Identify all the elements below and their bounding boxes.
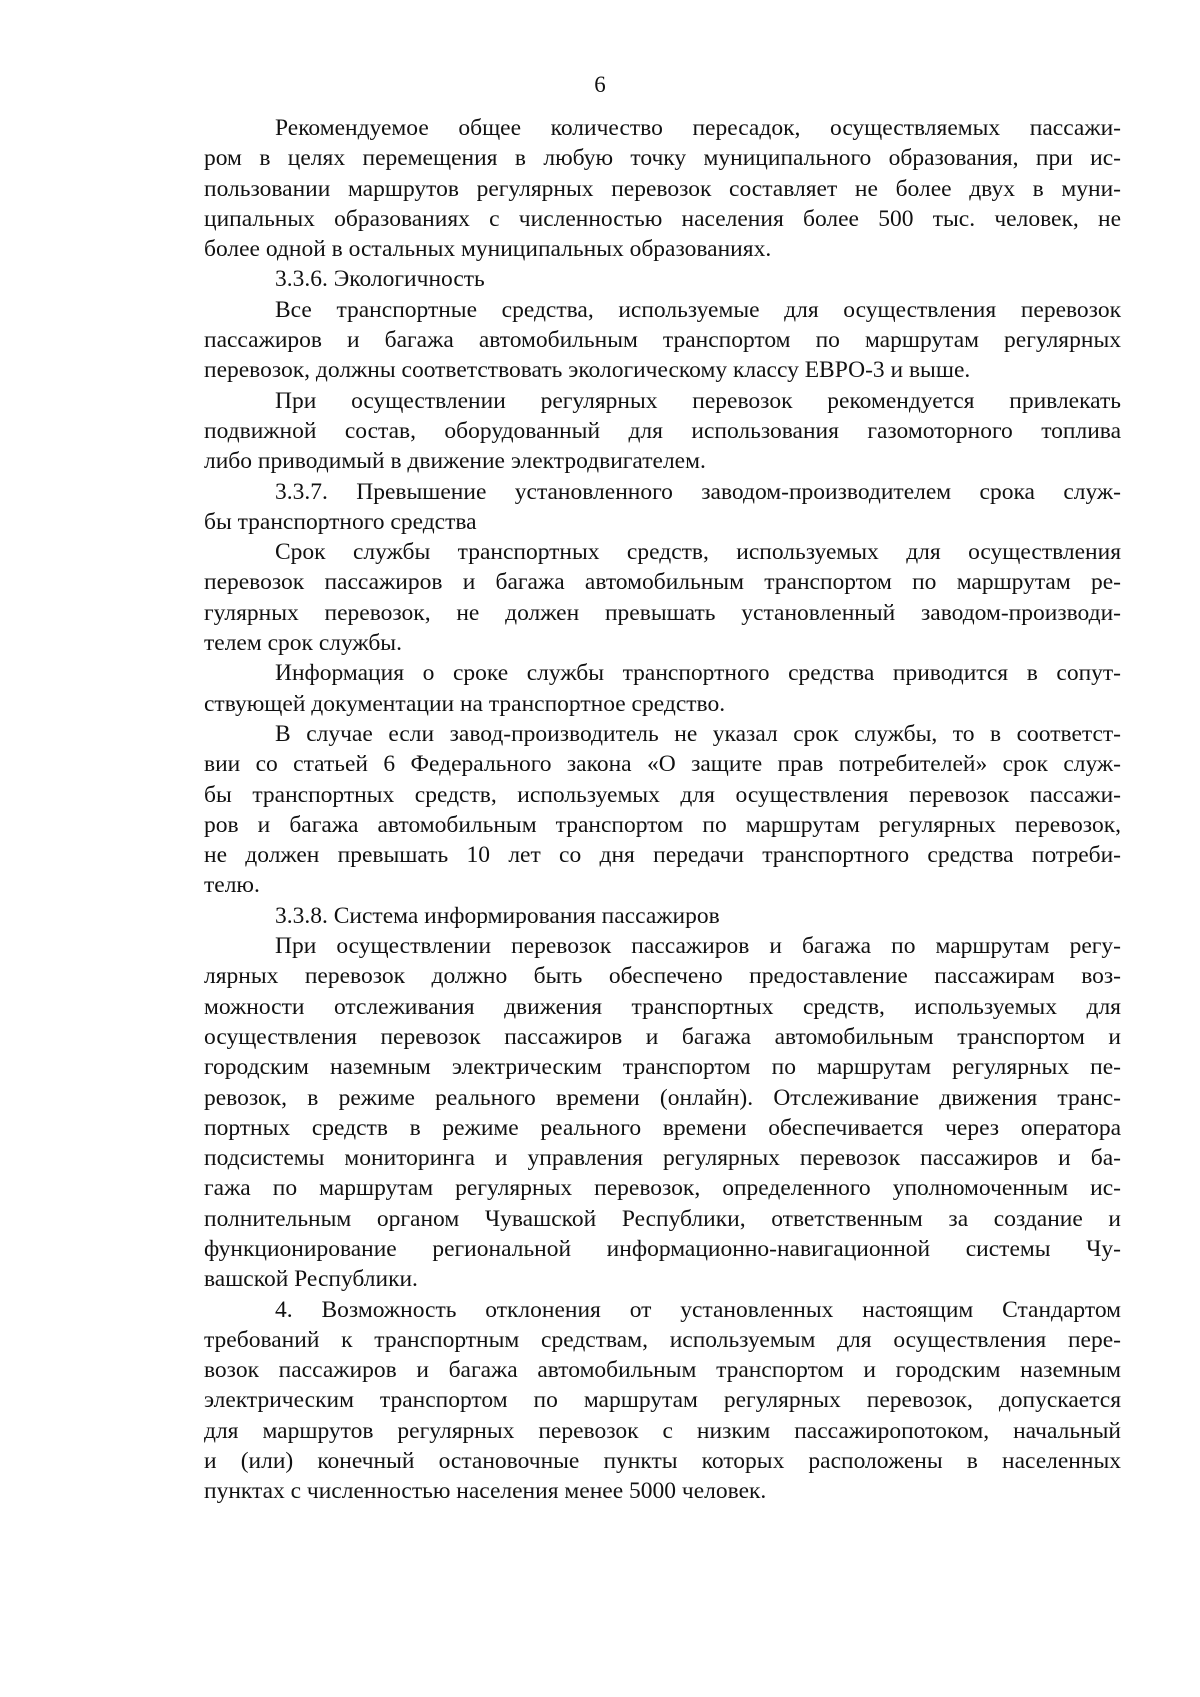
- text-line: 3.3.8. Система информирования пассажиров: [275, 902, 720, 929]
- text-line: городским наземным электрическим транспортом по маршрутам регулярных пе-: [204, 1054, 1121, 1081]
- text-line: либо приводимый в движение электродвигателем.: [204, 448, 706, 475]
- text-line: Информация о сроке службы транспортного средства приводится в сопут-: [275, 660, 1121, 687]
- paragraph: [204, 295, 1121, 386]
- page-number: 6: [594, 72, 606, 97]
- text-line: Все транспортные средства, используемые для осуществления перевозок: [275, 296, 1121, 323]
- text-line: перевозок, должны соответствовать экологическому классу ЕВРО-3 и выше.: [204, 357, 971, 384]
- paragraph: [204, 901, 1121, 931]
- text-line: пользовании маршрутов регулярных перевозок составляет не более двух в муни-: [204, 175, 1121, 202]
- paragraph: [204, 386, 1121, 477]
- document-body: [204, 113, 1121, 1507]
- text-line: бы транспортных средств, используемых для осуществления перевозок пассажи-: [204, 781, 1121, 808]
- paragraph: [204, 658, 1121, 719]
- text-line: бы транспортного средства: [204, 508, 477, 535]
- paragraph: [204, 113, 1121, 264]
- text-line: 4. Возможность отклонения от установленных настоящим Стандартом: [275, 1296, 1121, 1323]
- text-line: 3.3.6. Экологичность: [275, 266, 485, 293]
- text-line: В случае если завод-производитель не указал срок службы, то в соответст-: [275, 720, 1121, 747]
- text-line: вашской Республики.: [204, 1266, 418, 1293]
- text-line: телю.: [204, 872, 260, 899]
- text-line: ревозок, в режиме реального времени (онлайн). Отслеживание движения транс-: [204, 1084, 1121, 1111]
- text-line: Срок службы транспортных средств, используемых для осуществления: [275, 539, 1121, 566]
- text-line: вии со статьей 6 Федерального закона «О защите прав потребителей» срок служ-: [204, 751, 1121, 778]
- paragraph: [204, 264, 1121, 294]
- paragraph: [204, 1295, 1121, 1507]
- paragraph: [204, 477, 1121, 538]
- text-line: гажа по маршрутам регулярных перевозок, определенного уполномоченным ис-: [204, 1175, 1121, 1202]
- text-line: пассажиров и багажа автомобильным транспортом по маршрутам регулярных: [204, 327, 1121, 354]
- text-line: и (или) конечный остановочные пункты которых расположены в населенных: [204, 1448, 1121, 1475]
- paragraph: [204, 931, 1121, 1295]
- text-line: гулярных перевозок, не должен превышать установленный заводом-производи-: [204, 599, 1121, 626]
- text-line: более одной в остальных муниципальных образованиях.: [204, 236, 772, 263]
- text-line: требований к транспортным средствам, используемым для осуществления пере-: [204, 1326, 1121, 1353]
- text-line: для маршрутов регулярных перевозок с низким пассажиропотоком, начальный: [204, 1417, 1121, 1444]
- text-line: можности отслеживания движения транспортных средств, используемых для: [204, 993, 1121, 1020]
- text-line: При осуществлении регулярных перевозок рекомендуется привлекать: [275, 387, 1121, 414]
- text-line: При осуществлении перевозок пассажиров и багажа по маршрутам регу-: [275, 933, 1121, 960]
- text-line: лярных перевозок должно быть обеспечено предоставление пассажирам воз-: [204, 963, 1121, 990]
- text-line: ствующей документации на транспортное средство.: [204, 690, 726, 717]
- text-line: ципальных образованиях с численностью населения более 500 тыс. человек, не: [204, 205, 1121, 232]
- text-line: подвижной состав, оборудованный для использования газомоторного топлива: [204, 417, 1121, 444]
- text-line: портных средств в режиме реального времени обеспечивается через оператора: [204, 1114, 1121, 1141]
- text-line: электрическим транспортом по маршрутам регулярных перевозок, допускается: [204, 1387, 1121, 1414]
- text-line: ров и багажа автомобильным транспортом по маршрутам регулярных перевозок,: [204, 811, 1121, 838]
- text-line: функционирование региональной информационно-навигационной системы Чу-: [204, 1235, 1121, 1262]
- text-line: подсистемы мониторинга и управления регулярных перевозок пассажиров и ба-: [204, 1145, 1121, 1172]
- text-line: пунктах с численностью населения менее 5000 человек.: [204, 1478, 767, 1505]
- text-line: ром в целях перемещения в любую точку муниципального образования, при ис-: [204, 145, 1121, 172]
- text-line: возок пассажиров и багажа автомобильным транспортом и городским наземным: [204, 1357, 1121, 1384]
- paragraph: [204, 537, 1121, 658]
- text-line: осуществления перевозок пассажиров и багажа автомобильным транспортом и: [204, 1023, 1121, 1050]
- paragraph: [204, 719, 1121, 901]
- text-line: не должен превышать 10 лет со дня передачи транспортного средства потреби-: [204, 842, 1121, 869]
- text-line: телем срок службы.: [204, 630, 402, 657]
- text-line: перевозок пассажиров и багажа автомобильным транспортом по маршрутам ре-: [204, 569, 1121, 596]
- text-line: Рекомендуемое общее количество пересадок, осуществляемых пассажи-: [275, 115, 1121, 141]
- text-line: 3.3.7. Превышение установленного заводом-производителем срока служ-: [275, 478, 1121, 505]
- text-line: полнительным органом Чувашской Республики, ответственным за создание и: [204, 1205, 1121, 1232]
